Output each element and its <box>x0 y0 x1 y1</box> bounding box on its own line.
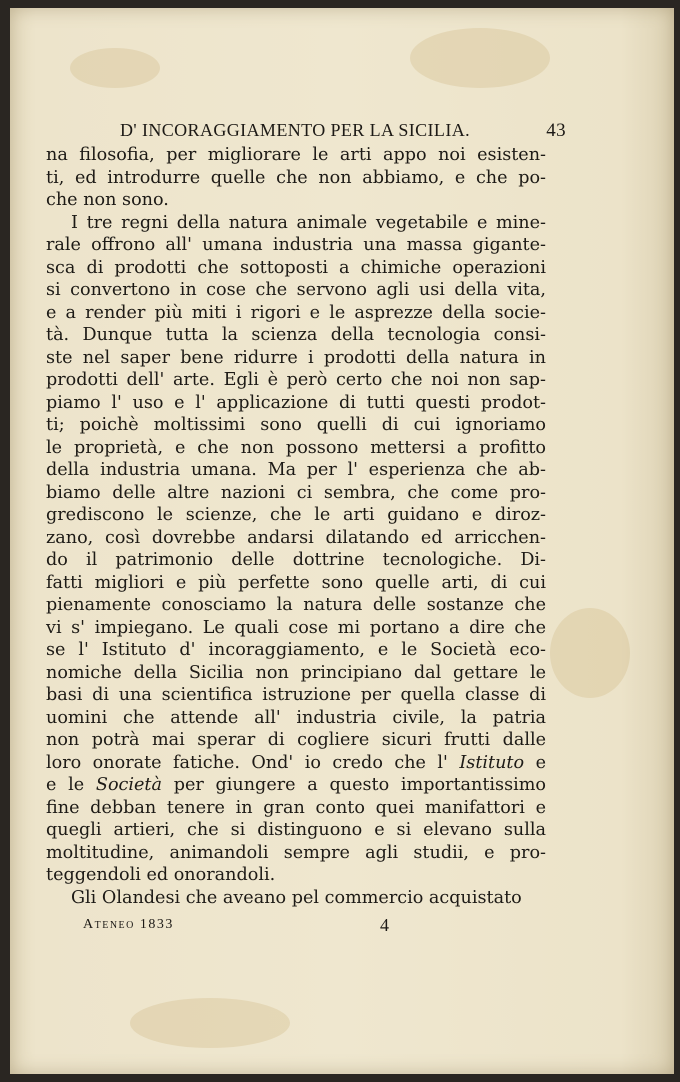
text-line: non potrà mai sperar di cogliere sicuri frutti dalle <box>46 730 546 750</box>
text-line: zano, così dovrebbe andarsi dilatando ed arricchen- <box>46 527 546 548</box>
text-line: sca di prodotti che sottoposti a chimiche operazioni <box>46 257 546 278</box>
paragraph-continuation <box>46 144 546 212</box>
text-line: quegli artieri, che si distinguono e si elevano sulla <box>46 820 546 840</box>
text-line: moltitudine, animandoli sempre agli studii, e pro- <box>46 842 546 863</box>
paper-stain <box>130 998 290 1048</box>
text-line: teggendoli ed onorandoli. <box>46 865 276 885</box>
text-line: e a render più miti i rigori e le asprezze della socie- <box>46 302 546 323</box>
text-line: uomini che attende all' industria civile, la patria <box>46 707 546 728</box>
book-page <box>10 8 674 1074</box>
text-fragment: per giungere a questo importantissimo <box>162 775 547 795</box>
paper-stain <box>550 608 630 698</box>
text-line: si convertono in cose che servono agli usi della vita, <box>46 280 546 300</box>
running-head-title: D' INCORAGGIAMENTO PER LA SICILIA. <box>120 120 471 140</box>
paper-stain <box>70 48 160 88</box>
text-line: vi s' impiegano. Le quali cose mi portano a dire che <box>46 617 546 638</box>
text-line: ti; poichè moltissimi sono quelli di cui ignoriamo <box>46 415 546 435</box>
paper-stain <box>410 28 550 88</box>
page-footer <box>46 911 546 945</box>
signature-mark: Ateneo 1833 <box>83 917 174 932</box>
text-line: grediscono le scienze, che le arti guidano e diroz- <box>46 505 546 525</box>
text-line: nomiche della Sicilia non principiano dal gettare le <box>46 662 546 683</box>
text-line: prodotti dell' arte. Egli è però certo che noi non sap- <box>46 370 546 390</box>
text-line: piamo l' uso e l' applicazione di tutti questi prodot- <box>46 392 546 413</box>
paragraph <box>46 212 546 887</box>
italic-term-istituto: Istituto <box>459 752 525 773</box>
page-text <box>46 114 566 945</box>
italic-term-societa: Società <box>95 775 162 795</box>
text-line: tà. Dunque tutta la scienza della tecnologia consi- <box>46 325 546 345</box>
page-number: 43 <box>546 120 566 141</box>
text-line <box>46 774 546 797</box>
text-line: della industria umana. Ma per l' esperienza che ab- <box>46 460 546 480</box>
text-line: biamo delle altre nazioni ci sembra, che come pro- <box>46 482 546 503</box>
text-line: basi di una scientifica istruzione per quella classe di <box>46 685 546 705</box>
text-fragment: e <box>524 752 546 773</box>
text-line: fatti migliori e più perfette sono quelle arti, di cui <box>46 572 546 593</box>
text-line: na filosofia, per migliorare le arti appo noi esisten- <box>46 145 546 165</box>
text-line: se l' Istituto d' incoraggiamento, e le Società eco- <box>46 640 546 660</box>
text-line: pienamente conosciamo la natura delle sostanze che <box>46 595 546 615</box>
text-line: fine debban tenere in gran conto quei manifattori e <box>46 797 546 818</box>
text-fragment: loro onorate fatiche. Ond' io credo che l' <box>46 752 460 773</box>
sheet-number: 4 <box>380 915 389 935</box>
text-line: do il patrimonio delle dottrine tecnologiche. Di- <box>46 550 546 570</box>
text-line: rale offrono all' umana industria una massa gigante- <box>46 235 546 255</box>
text-line <box>46 752 546 775</box>
running-head <box>46 114 566 144</box>
text-line: le proprietà, e che non possono mettersi a profitto <box>46 437 546 458</box>
text-line: che non sono. <box>46 190 169 210</box>
paragraph-start <box>46 887 546 910</box>
text-line: Gli Olandesi che aveano pel commercio acquistato <box>71 887 522 908</box>
text-line: ste nel saper bene ridurre i prodotti della natura in <box>46 347 546 368</box>
text-line: ti, ed introdurre quelle che non abbiamo, e che po- <box>46 167 546 188</box>
text-fragment: e le <box>46 775 96 795</box>
text-line: I tre regni della natura animale vegetabile e mine- <box>71 212 546 233</box>
